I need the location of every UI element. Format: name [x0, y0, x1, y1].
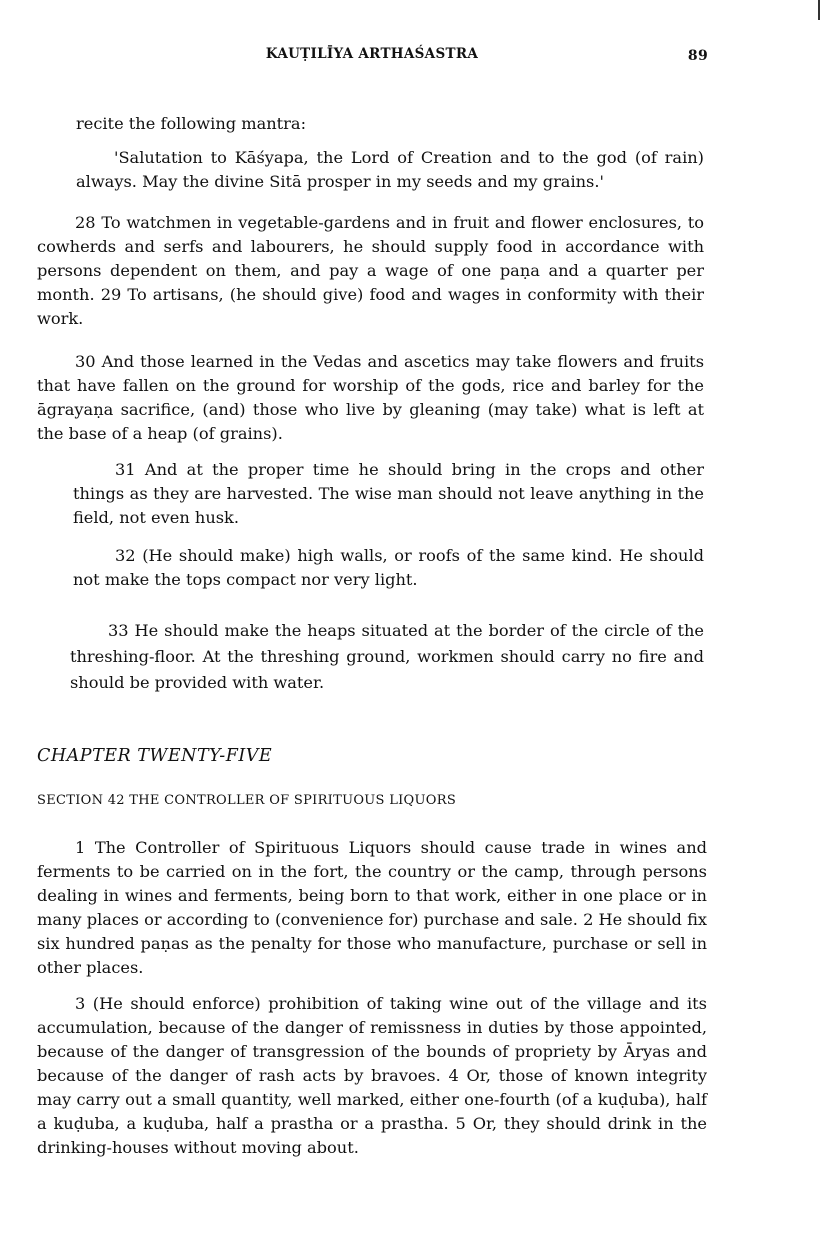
page-number: 89 [687, 48, 708, 64]
page-edge-mark [818, 0, 820, 20]
running-title: KAUṬILĪYA ARTHAŚASTRA [265, 46, 479, 62]
paragraph-mantra-intro: recite the following mantra: [76, 114, 307, 133]
chapter-title: CHAPTER TWENTY-FIVE [37, 746, 273, 766]
paragraph-1-2: 1 The Controller of Spirituous Liquors should cause trade in wines and ferments to be carried on in the fort, the country or the camp, through persons dealing in wines and ferments, being born to that work, either in one place or in many places or according to (convenience for) purchase and sale. 2 He should fix six hundred paṇas as the penalty for those who manufacture, purchase or sell in other places. [37, 838, 707, 977]
section-title: SECTION 42 THE CONTROLLER OF SPIRITUOUS LIQUORS [37, 793, 457, 808]
paragraph-30: 30 And those learned in the Vedas and ascetics may take flowers and fruits that have fallen on the ground for worship of the gods, rice and barley for the āgrayaṇa sacrifice, (and) those who live by gleaning (may take) what is left at the base of a heap (of grains). [37, 352, 704, 443]
paragraph-28-29: 28 To watchmen in vegetable-gardens and in fruit and flower enclosures, to cowherds and serfs and labourers, he should supply food in accordance with persons dependent on them, and pay a wage of one paṇa and a quarter per month. 29 To artisans, (he should give) food and wages in conformity with their work. [37, 213, 704, 328]
paragraph-mantra-quote: 'Salutation to Kāśyapa, the Lord of Creation and to the god (of rain) always. May the divine Sitā prosper in my seeds and my grains.' [76, 148, 704, 191]
paragraph-32: 32 (He should make) high walls, or roofs of the same kind. He should not make the tops compact nor very light. [73, 546, 704, 589]
paragraph-31: 31 And at the proper time he should bring in the crops and other things as they are harvested. The wise man should not leave anything in the field, not even husk. [73, 460, 704, 527]
paragraph-3-5: 3 (He should enforce) prohibition of taking wine out of the village and its accumulation, because of the danger of remissness in duties by those appointed, because of the danger of transgression of the bounds of propriety by Āryas and because of the danger of rash acts by bravoes. 4 Or, those of known integrity may carry out a small quantity, well marked, either one-fourth (of a kuḍuba), half a kuḍuba, a kuḍuba, half a prastha or a prastha. 5 Or, they should drink in the drinking-houses without moving about. [37, 994, 707, 1157]
paragraph-33: 33 He should make the heaps situated at the border of the circle of the threshing-floor. At the threshing ground, workmen should carry no fire and should be provided with water. [70, 621, 704, 692]
